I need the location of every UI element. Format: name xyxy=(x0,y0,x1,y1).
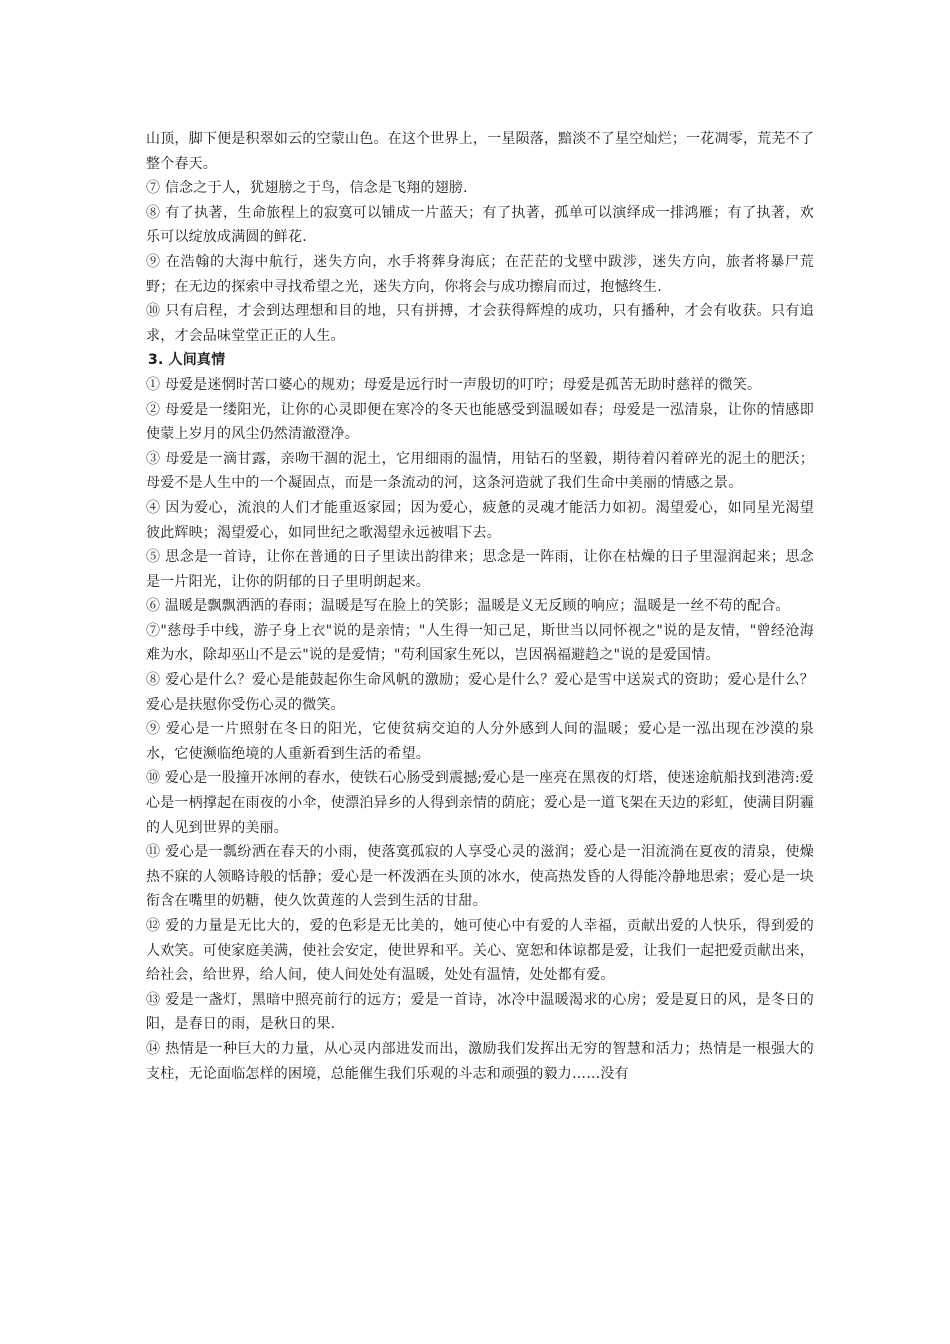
paragraph-8: ⑧ 爱心是什么？爱心是能鼓起你生命风帆的激励；爱心是什么？爱心是雪中送炭式的资助；爱心是什么？爱心是扶慰你受伤心灵的微笑。 xyxy=(146,672,814,713)
paragraph-intro-9: ⑨ 在浩翰的大海中航行，迷失方向，水手将葬身海底；在茫茫的戈壁中跋涉，迷失方向，旅者将暴尸荒野；在无边的探索中寻找希望之光，迷失方向，你将会与成功擦肩而过，抱憾终生. xyxy=(146,253,814,295)
paragraph-intro-7: ⑦ 信念之于人，犹翅膀之于鸟，信念是飞翔的翅膀. xyxy=(146,180,468,197)
paragraph-12: ⑫ 爱的力量是无比大的，爱的色彩是无比美的，她可使心中有爱的人幸福，贡献出爱的人快乐，得到爱的人欢笑。可使家庭美满，使社会安定，使世界和平。关心、宽恕和体谅都是爱，让我们一起把爱贡献出来，给社会，给世界，给人间，使人间处处有温暖，处处有温情，处处都有爱。 xyxy=(146,918,814,984)
paragraph-intro-8: ⑧ 有了执著，生命旅程上的寂寞可以铺成一片蓝天；有了执著，孤单可以演绎成一排鸿雁；有了执著，欢乐可以绽放成满圆的鲜花. xyxy=(146,204,814,246)
paragraph-intro-10: ⑩ 只有启程，才会到达理想和目的地，只有拼搏，才会获得辉煌的成功，只有播种，才会有收获。只有追求，才会品味堂堂正正的人生。 xyxy=(146,303,814,344)
paragraph-5: ⑤ 思念是一首诗，让你在普通的日子里读出韵律来；思念是一阵雨，让你在枯燥的日子里湿润起来；思念是一片阳光，让你的阴郁的日子里明朗起来。 xyxy=(146,549,814,590)
paragraph-10: ⑩ 爱心是一股撞开冰闸的春水，使铁石心肠受到震撼;爱心是一座亮在黑夜的灯塔，使迷途航船找到港湾:爱心是一柄撑起在雨夜的小伞，使漂泊异乡的人得到亲情的荫庇；爱心是一道飞架在天边的彩虹，使满目阴霾的人见到世界的美丽。 xyxy=(146,770,814,836)
paragraph-13: ⑬ 爱是一盏灯，黑暗中照亮前行的远方；爱是一首诗，冰冷中温暖渴求的心房；爱是夏日的风，是冬日的阳，是春日的雨，是秋日的果. xyxy=(146,991,814,1033)
paragraph-9: ⑨ 爱心是一片照射在冬日的阳光，它使贫病交迫的人分外感到人间的温暖；爱心是一泓出现在沙漠的泉水，它使濒临绝境的人重新看到生活的希望。 xyxy=(146,721,814,762)
paragraph-4: ④ 因为爱心，流浪的人们才能重返家园；因为爱心，疲惫的灵魂才能活力如初。渴望爱心，如同星光渴望彼此辉映；渴望爱心，如同世纪之歌渴望永远被唱下去。 xyxy=(146,499,814,541)
paragraph-11: ⑪ 爱心是一瓢纷洒在春天的小雨，使落寞孤寂的人享受心灵的滋润；爱心是一泪流淌在夏夜的清泉，使燥热不寐的人领略诗般的恬静；爱心是一杯泼洒在头顶的冰水，使高热发昏的人得能冷静地思索；爱心是一块衔含在嘴里的奶糖，使久饮黄莲的人尝到生活的甘甜。 xyxy=(146,844,814,910)
section-heading: 3. 人间真情 xyxy=(148,352,226,369)
paragraph-1: ① 母爱是迷惘时苦口婆心的规劝；母爱是远行时一声殷切的叮咛；母爱是孤苦无助时慈祥的微笑。 xyxy=(146,376,762,393)
paragraph-6: ⑥ 温暖是飘飘洒洒的春雨；温暖是写在脸上的笑影；温暖是义无反顾的响应；温暖是一丝不苟的配合。 xyxy=(146,598,790,615)
paragraph-intro-1: 山顶，脚下便是积翠如云的空蒙山色。在这个世界上，一星陨落，黯淡不了星空灿烂；一花凋零，荒芜不了整个春天。 xyxy=(146,131,814,172)
paragraph-2: ② 母爱是一缕阳光，让你的心灵即便在寒冷的冬天也能感受到温暖如春；母爱是一泓清泉，让你的情感即使蒙上岁月的风尘仍然清澈澄净。 xyxy=(146,401,814,443)
paragraph-7: ⑦"慈母手中线，游子身上衣"说的是亲情；"人生得一知己足，斯世当以同怀视之"说的是友情，"曾经沧海难为水，除却巫山不是云"说的是爱情；"苟利国家生死以，岂因祸福避趋之"说的是爱国情。 xyxy=(146,622,814,664)
paragraph-14: ⑭ 热情是一种巨大的力量，从心灵内部进发而出，激励我们发挥出无穷的智慧和活力；热情是一根强大的支柱，无论面临怎样的困境，总能催生我们乐观的斗志和顽强的毅力……没有 xyxy=(146,1040,814,1082)
document-page xyxy=(146,127,814,1086)
paragraph-3: ③ 母爱是一滴甘露，亲吻干涸的泥土，它用细雨的温情，用钻石的坚毅，期待着闪着碎光的泥土的肥沃；母爱不是人生中的一个凝固点，而是一条流动的河，这条河造就了我们生命中美丽的情感之景。 xyxy=(146,450,814,492)
